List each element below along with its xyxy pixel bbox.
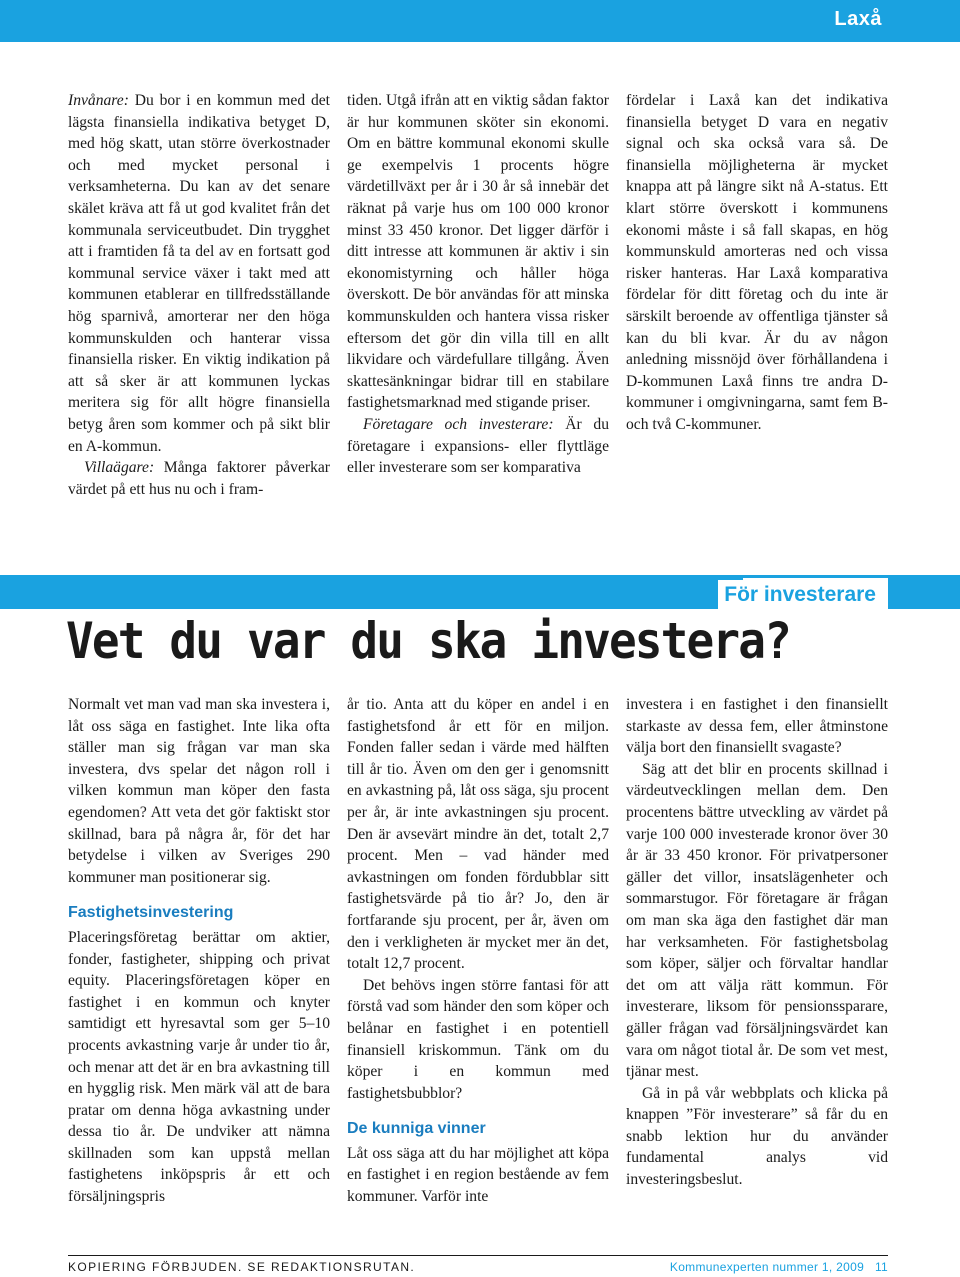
paragraph-text: Du bor i en kommun med det lägsta finansiella indikativa betyget D, med hög skatt, utan större överkostnader och med mycket personal i verksamheterna. Du kan av det senare skälet kräva att få ut god kvalitet från det kommunala serviceutbudet. Din trygghet att i framtiden få ta del av en fortsatt god kommunal service växer i takt med att kommunen etablerar en tillfredsställande hög sparnivå, amorterar ner den höga kommunskulden och hanterar vissa finansiella risker. En viktig indikation på att så sker är att kommunen lyckas meritera sig för allt högre finansiella betyg åren som kommer och på sikt blir en A-kommun.	[68, 92, 330, 455]
paragraph	[68, 90, 330, 457]
subheading: De kunniga vinner	[347, 1120, 486, 1138]
section-label: För investerare	[718, 580, 882, 610]
lead-label: Invånare:	[68, 92, 129, 109]
footer-rule	[68, 1255, 888, 1256]
paragraph	[68, 457, 330, 500]
paragraph-text: Många faktorer påverkar värdet på ett hus nu och i fram-	[68, 459, 330, 498]
bottom-column-1	[68, 694, 330, 1208]
footer-issue: Kommunexperten nummer 1, 2009 11	[669, 1260, 888, 1274]
bottom-column-2	[347, 694, 609, 1208]
lead-label: Villaägare:	[84, 459, 155, 477]
paragraph: tiden. Utgå ifrån att en viktig sådan faktor är hur kommunen sköter sin ekonomi. Om en bättre kommunal ekonomi skulle ge exempelvis 1 procents högre värdetillväxt per år i 30 år så innebär det räknat på varje hus om 100 000 kronor minst 33 450 kronor. Det ligger därför i ditt intresse att kommunen är aktiv i sin ekonomistyrning och håller höga överskott. De bör användas för att minska kommunskulden och hantera vissa risker eftersom det gör din villa till en allt likvidare och värdefullare tillgång. Även skattesänkningar bidrar till en stabilare fastighetsmarknad med stigande priser.	[347, 92, 609, 412]
paragraph: Normalt vet man vad man ska investera i, låt oss säga en fastighet. Inte lika ofta ställer man sig frågan var man ska investera, dvs spelar det någon roll i vilken kommun man köper den fasta egendomen? Att veta det gör faktiskt stor skillnad, bara på några år, för det har betydelse i vilken av Sveriges 290 kommuner man positionerar sig.	[68, 696, 330, 886]
top-banner	[0, 0, 960, 42]
top-column-3	[626, 90, 888, 436]
top-column-1	[68, 90, 330, 500]
paragraph: Gå in på vår webbplats och klicka på knappen ”För investerare” så får du en snabb lektion hur du använder fundamental analys vid investeringsbeslut.	[626, 1084, 888, 1189]
paragraph: Säg att det blir en procents skillnad i värdeutvecklingen mellan dem. Den procentens bättre utveckling av värdet på varje 100 000 investerade kronor över 30 år är 33 450 kronor. För privatpersoner gäller det villor, insatslägenheter och sommarstugor. För företagare är frågan om man ska äga den fastighet där man har verksamheten. För fastighetsbolag som köper, säljer och förvaltar handlar det om att välja rätt kommun. För investerare, liksom för pensionssparare, gäller frågan vad försäljningsvärdet kan vara om något tiotal år. De som vet mest, tjänar mest.	[626, 760, 888, 1081]
paragraph-text: Är du företagare i expansions- eller flyttläge eller investerare som ser komparativa	[347, 415, 609, 477]
paragraph: investera i en fastighet i den finansiellt starkaste av dessa fem, eller åtminstone välja bort den finansiellt svagaste?	[626, 696, 888, 757]
footer-copyright: KOPIERING FÖRBJUDEN. SE REDAKTIONSRUTAN.	[68, 1260, 416, 1274]
paragraph: Placeringsföretag berättar om aktier, fonder, fastigheter, shipping och privat equity. Placeringsföretagen köper en fastighet i en kommun och knyter samtidigt ett hyresavtal som ger 5–10 procents avkastning varje år under tio år, och menar att det är en bra avkastning till en hygglig risk. Men märk väl att de bara pratar om denna höga avkastning under dessa tio år. De undviker att nämna skillnaden som kan uppstå mellan fastighetens inköpspris år ett och försäljningspris	[68, 928, 330, 1206]
paragraph	[347, 414, 609, 479]
paragraph: år tio. Anta att du köper en andel i en fastighetsfond år ett för en miljon. Fonden faller sedan i värde med hälften till år tio. Även om den ger i genomsnitt en avkastning på, låt oss säga, sju procent per år, är inte avkastningen sju procent. Den är avsevärt mindre än det, totalt 2,7 procent. Men – vad händer med avkastningen om fonden fördubblar sitt fastighetsvärde på tio år? Jo, den är fortfarande sju procent, per år, även om den i verkligheten är mycket mer än det, totalt 12,7 procent.	[347, 696, 609, 973]
subheading: Fastighetsinvestering	[68, 904, 234, 922]
paragraph: Det behövs ingen större fantasi för att förstå vad som händer den som köper och belånar en fastighet i en potentiell finansiell kriskommun. Tänk om du köper i en kommun med fastighetsbubblor?	[347, 976, 609, 1102]
paragraph: fördelar i Laxå kan det indikativa finansiella betyget D vara en negativ signal och ska också vara så. De finansiella möjligheterna är mycket knappa att på längre sikt nå A-status. Ett klart större överskott i kommunens ekonomi måste i så fall skapas, en hög kommunskuld amorteras ned och vissa risker hanteras. Har Laxå komparativa fördelar för ditt företag och du inte är särskilt beroende av offentliga tjänster så kan du bli kvar. Är du av någon anledning missnöjd över förhållandena i D-kommunen Laxå finns tre andra D-kommuner i omgivningarna, samt fem B- och två C-kommuner.	[626, 92, 888, 433]
top-column-2	[347, 90, 609, 479]
paragraph: Låt oss säga att du har möjlighet att köpa en fastighet i en region bestående av fem kommuner. Varför inte	[347, 1144, 609, 1206]
article-headline: Vet du var du ska investera?	[66, 612, 790, 670]
lead-label: Företagare och investerare:	[363, 415, 554, 433]
bottom-column-3	[626, 694, 888, 1191]
page-header-title: Laxå	[834, 8, 882, 30]
